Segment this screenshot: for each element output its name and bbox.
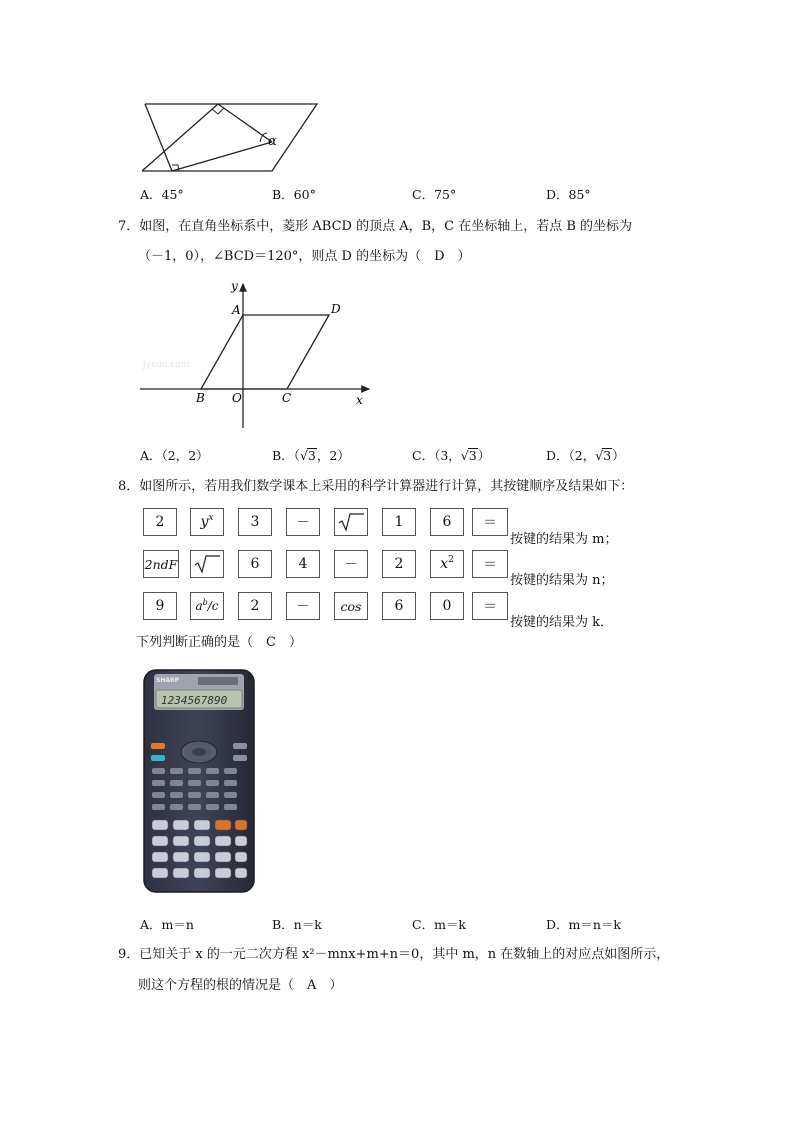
point-a-label: A [232, 303, 241, 317]
point-d-label: D [331, 302, 341, 316]
point-b-label: B [196, 391, 205, 405]
key-4: 4 [286, 550, 320, 578]
q6-option-c[interactable]: C．75° [412, 187, 457, 202]
key-sqrt [190, 550, 224, 578]
angle-alpha-label: α [268, 134, 277, 149]
calculator-display: 1234567890 [161, 694, 228, 707]
key-6: 6 [382, 592, 416, 620]
key-2: 2 [382, 550, 416, 578]
q8-note-m: 按键的结果为 m； [510, 532, 618, 547]
key-2ndf: 2ndF [143, 550, 179, 578]
key-2: 2 [143, 508, 177, 536]
key-6: 6 [238, 550, 272, 578]
q7-option-b[interactable]: B．（√3，2） [272, 448, 350, 463]
q7-stem-line1: 7．如图，在直角坐标系中，菱形 ABCD 的顶点 A，B，C 在坐标轴上，若点 B 的坐标为 [118, 219, 633, 234]
key-x-squared: x $^2$ [430, 550, 464, 578]
q8-option-d[interactable]: D．m＝n＝k [546, 917, 622, 932]
key-sqrt [334, 508, 368, 536]
q7-option-d[interactable]: D．（2，√3） [546, 448, 625, 463]
q6-option-b[interactable]: B．60° [272, 187, 316, 202]
q6-figure [130, 95, 330, 180]
key-fraction: a $^b$ /c [190, 592, 224, 620]
q7-stem-line2: （－1，0），∠BCD＝120°，则点 D 的坐标为（ D ） [138, 249, 471, 264]
key-minus: － [286, 508, 320, 536]
key-equals: ＝ [472, 550, 508, 578]
q9-stem-line2: 则这个方程的根的情况是（ A ） [138, 978, 343, 993]
q8-judge: 下列判断正确的是（ C ） [136, 635, 302, 650]
q8-note-k: 按键的结果为 k． [510, 615, 614, 630]
key-equals: ＝ [472, 592, 508, 620]
sqrt-symbol-icon [193, 554, 221, 574]
q8-note-n: 按键的结果为 n； [510, 573, 614, 588]
key-equals: ＝ [472, 508, 508, 536]
sqrt-symbol-icon [337, 512, 365, 532]
point-c-label: C [282, 391, 292, 405]
point-o-label: O [232, 391, 242, 405]
q7-watermark: Jyeoo.com [143, 360, 190, 370]
q8-option-c[interactable]: C．m＝k [412, 917, 466, 932]
key-0: 0 [430, 592, 464, 620]
calculator-image [140, 668, 258, 894]
x-axis-label: x [356, 393, 363, 407]
q9-stem-line1: 9．已知关于 x 的一元二次方程 x²－mnx+m+n＝0，其中 m，n 在数轴上的对应点如图所示， [118, 947, 670, 962]
q7-option-c[interactable]: C．（3，√3） [412, 448, 491, 463]
key-6: 6 [430, 508, 464, 536]
q7-figure [140, 278, 375, 430]
calculator-brand: SHARP [156, 677, 180, 684]
q7-option-a[interactable]: A．（2，2） [140, 448, 209, 463]
key-cos: cos [334, 592, 368, 620]
q8-option-b[interactable]: B．n＝k [272, 917, 322, 932]
q8-option-a[interactable]: A．m＝n [140, 917, 194, 932]
key-y-power-x: y $^x$ [190, 508, 224, 536]
key-2: 2 [238, 592, 272, 620]
y-axis-label: y [231, 279, 238, 293]
key-minus: － [286, 592, 320, 620]
q8-stem: 8．如图所示，若用我们数学课本上采用的科学计算器进行计算，其按键顺序及结果如下： [118, 479, 634, 494]
key-9: 9 [143, 592, 177, 620]
key-3: 3 [238, 508, 272, 536]
q6-option-d[interactable]: D．85° [546, 187, 591, 202]
key-1: 1 [382, 508, 416, 536]
key-minus: － [334, 550, 368, 578]
q6-option-a[interactable]: A．45° [140, 187, 184, 202]
